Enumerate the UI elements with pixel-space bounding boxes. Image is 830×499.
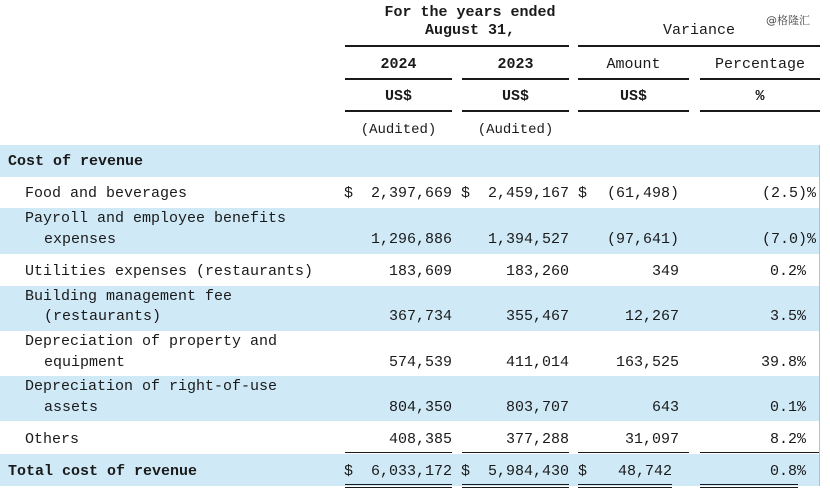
value-2024: 408,385	[388, 431, 452, 448]
variance-header: Variance	[662, 22, 735, 39]
value-amount: 163,525	[615, 354, 679, 371]
table-right-edge	[819, 145, 820, 486]
row-label: Depreciation of property and	[25, 333, 278, 350]
total-label: Total cost of revenue	[8, 463, 198, 480]
row-label: Payroll and employee benefits	[25, 210, 287, 227]
total-double-rule-2024-b	[345, 487, 452, 488]
total-double-rule-2023-b	[462, 487, 569, 488]
total-currency-2024: $	[344, 463, 354, 480]
total-currency-2023: $	[461, 463, 471, 480]
value-2023: 2,459,167	[487, 185, 569, 202]
currency-amount: $	[578, 185, 588, 202]
audited-2024: (Audited)	[360, 122, 437, 138]
total-value-percentage: 0.8%	[769, 463, 806, 480]
value-amount: 12,267	[624, 308, 679, 325]
period-header-line2: August 31,	[424, 22, 515, 39]
watermark: @格隆汇	[766, 14, 810, 27]
unit-percentage: %	[755, 88, 765, 105]
row-label-cont: assets	[44, 399, 99, 416]
currency-2024: $	[344, 185, 354, 202]
header-rule-period	[345, 45, 569, 47]
total-value-2024: 6,033,172	[370, 463, 452, 480]
unit-amount: US$	[619, 88, 647, 105]
value-amount: 349	[651, 263, 679, 280]
unit-2024: US$	[384, 88, 412, 105]
total-double-rule-pct-b	[700, 487, 798, 488]
rule-unit-2023	[462, 110, 569, 112]
value-percentage: 8.2%	[769, 431, 806, 448]
value-percentage: (7.0)%	[761, 231, 816, 248]
col-2023-header: 2023	[497, 56, 534, 73]
row-label: Food and beverages	[25, 185, 188, 202]
rule-unit-percentage	[700, 110, 820, 112]
value-2024: 1,296,886	[370, 231, 452, 248]
currency-2023: $	[461, 185, 471, 202]
rule-unit-2024	[345, 110, 452, 112]
total-double-rule-2024-a	[345, 484, 452, 485]
value-amount: (61,498)	[606, 185, 679, 202]
value-2024: 183,609	[388, 263, 452, 280]
total-currency-amount: $	[578, 463, 588, 480]
audited-2023: (Audited)	[477, 122, 554, 138]
subtotal-rule-percentage	[700, 452, 820, 453]
value-2023: 803,707	[505, 399, 569, 416]
rule-2024	[345, 78, 452, 80]
rule-amount	[578, 78, 689, 80]
total-double-rule-amount-b	[578, 487, 672, 488]
row-label: Utilities expenses (restaurants)	[25, 263, 314, 280]
value-2024: 2,397,669	[370, 185, 452, 202]
value-2023: 411,014	[505, 354, 569, 371]
col-2024-header: 2024	[380, 56, 417, 73]
value-percentage: (2.5)%	[761, 185, 816, 202]
total-double-rule-amount-a	[578, 484, 672, 485]
value-amount: 31,097	[624, 431, 679, 448]
total-value-2023: 5,984,430	[487, 463, 569, 480]
section-title: Cost of revenue	[8, 153, 144, 170]
row-label: Depreciation of right-of-use	[25, 378, 278, 395]
value-2024: 574,539	[388, 354, 452, 371]
value-percentage: 0.2%	[769, 263, 806, 280]
header-rule-variance	[578, 45, 820, 47]
subtotal-rule-2023	[462, 452, 569, 453]
total-double-rule-pct-a	[700, 484, 798, 485]
period-header-line1: For the years ended	[384, 4, 556, 21]
value-amount: (97,641)	[606, 231, 679, 248]
subtotal-rule-2024	[345, 452, 452, 453]
value-2023: 377,288	[505, 431, 569, 448]
value-2024: 804,350	[388, 399, 452, 416]
row-label: Others	[25, 431, 80, 448]
value-2024: 367,734	[388, 308, 452, 325]
value-2023: 183,260	[505, 263, 569, 280]
subtotal-rule-amount	[578, 452, 689, 453]
row-label-cont: (restaurants)	[44, 308, 162, 325]
value-2023: 355,467	[505, 308, 569, 325]
value-2023: 1,394,527	[487, 231, 569, 248]
col-amount-header: Amount	[606, 56, 661, 73]
row-label: Building management fee	[25, 288, 233, 305]
rule-unit-amount	[578, 110, 689, 112]
value-percentage: 39.8%	[760, 354, 806, 371]
col-percentage-header: Percentage	[714, 56, 805, 73]
total-double-rule-2023-a	[462, 484, 569, 485]
unit-2023: US$	[501, 88, 529, 105]
rule-2023	[462, 78, 569, 80]
row-label-cont: equipment	[44, 354, 126, 371]
total-value-amount: 48,742	[617, 463, 672, 480]
row-label-cont: expenses	[44, 231, 117, 248]
value-percentage: 3.5%	[769, 308, 806, 325]
value-amount: 643	[651, 399, 679, 416]
value-percentage: 0.1%	[769, 399, 806, 416]
rule-percentage	[700, 78, 820, 80]
